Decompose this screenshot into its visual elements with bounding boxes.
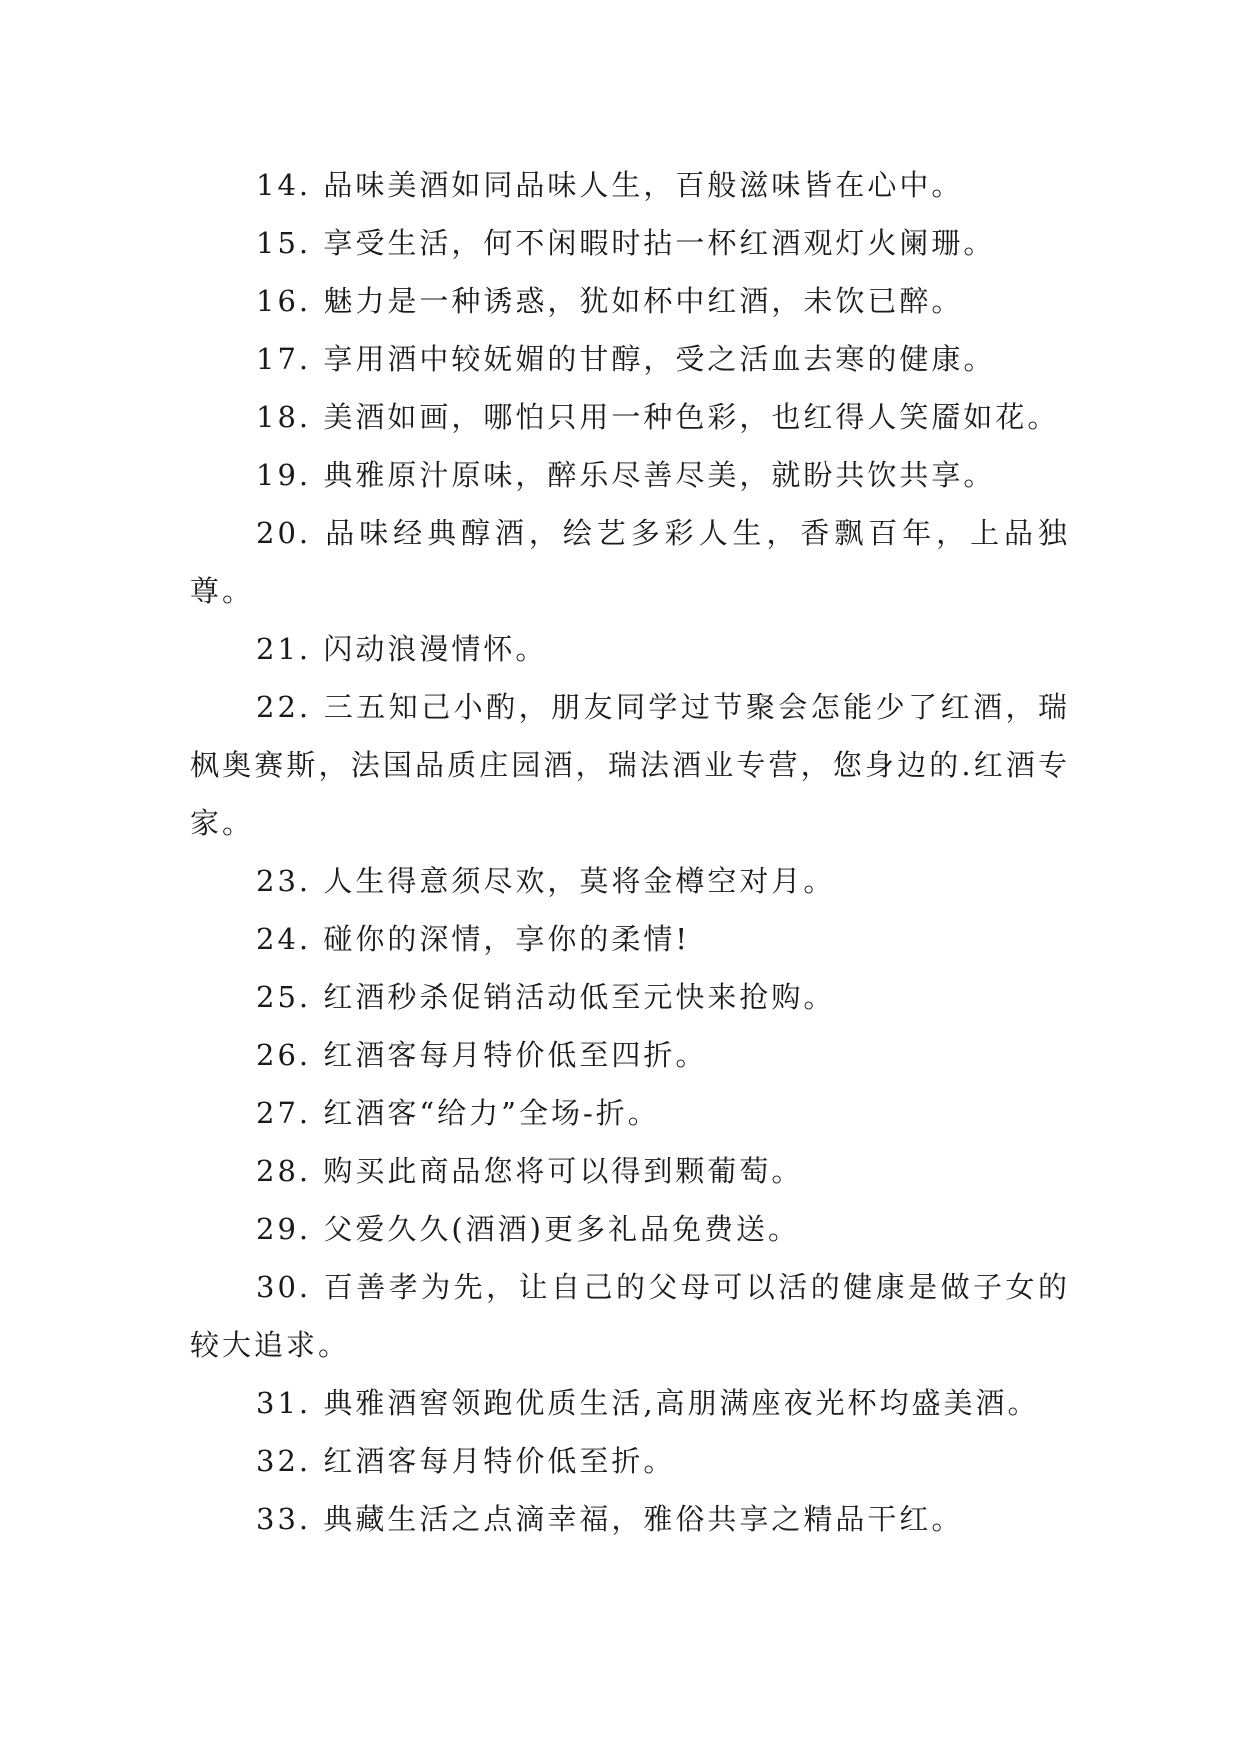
paragraph-18: 18. 美酒如画，哪怕只用一种色彩，也红得人笑靥如花。 xyxy=(256,400,1060,434)
paragraph-20: 20. 品味经典醇酒，绘艺多彩人生，香飘百年，上品独尊。 xyxy=(190,516,1070,608)
paragraph-28: 28. 购买此商品您将可以得到颗葡萄。 xyxy=(256,1154,804,1188)
paragraph-32: 32. 红酒客每月特价低至折。 xyxy=(256,1444,676,1478)
paragraph-17: 17. 享用酒中较妩媚的甘醇，受之活血去寒的健康。 xyxy=(256,342,996,376)
paragraph-21: 21. 闪动浪漫情怀。 xyxy=(256,632,548,666)
paragraph-19: 19. 典雅原汁原味，醉乐尽善尽美，就盼共饮共享。 xyxy=(256,458,996,492)
paragraph-14: 14. 品味美酒如同品味人生，百般滋味皆在心中。 xyxy=(256,168,964,202)
paragraph-24: 24. 碰你的深情，享你的柔情! xyxy=(256,922,690,956)
paragraph-23: 23. 人生得意须尽欢，莫将金樽空对月。 xyxy=(256,864,836,898)
paragraph-29: 29. 父爱久久(酒酒)更多礼品免费送。 xyxy=(256,1212,800,1246)
paragraph-15: 15. 享受生活，何不闲暇时拈一杯红酒观灯火阑珊。 xyxy=(256,226,996,260)
paragraph-31: 31. 典雅酒窖领跑优质生活,高朋满座夜光杯均盛美酒。 xyxy=(256,1386,1040,1420)
paragraph-16: 16. 魅力是一种诱惑，犹如杯中红酒，未饮已醉。 xyxy=(256,284,964,318)
paragraph-26: 26. 红酒客每月特价低至四折。 xyxy=(256,1038,708,1072)
paragraph-27: 27. 红酒客“给力”全场-折。 xyxy=(256,1096,660,1130)
paragraph-22: 22. 三五知己小酌，朋友同学过节聚会怎能少了红酒，瑞枫奥赛斯，法国品质庄园酒，瑞法酒业专营，您身边的.红酒专家。 xyxy=(190,690,1070,840)
paragraph-33: 33. 典藏生活之点滴幸福，雅俗共享之精品干红。 xyxy=(256,1502,964,1536)
paragraph-25: 25. 红酒秒杀促销活动低至元快来抢购。 xyxy=(256,980,836,1014)
paragraph-30: 30. 百善孝为先，让自己的父母可以活的健康是做子女的较大追求。 xyxy=(190,1270,1070,1362)
document-body xyxy=(190,156,1070,1548)
